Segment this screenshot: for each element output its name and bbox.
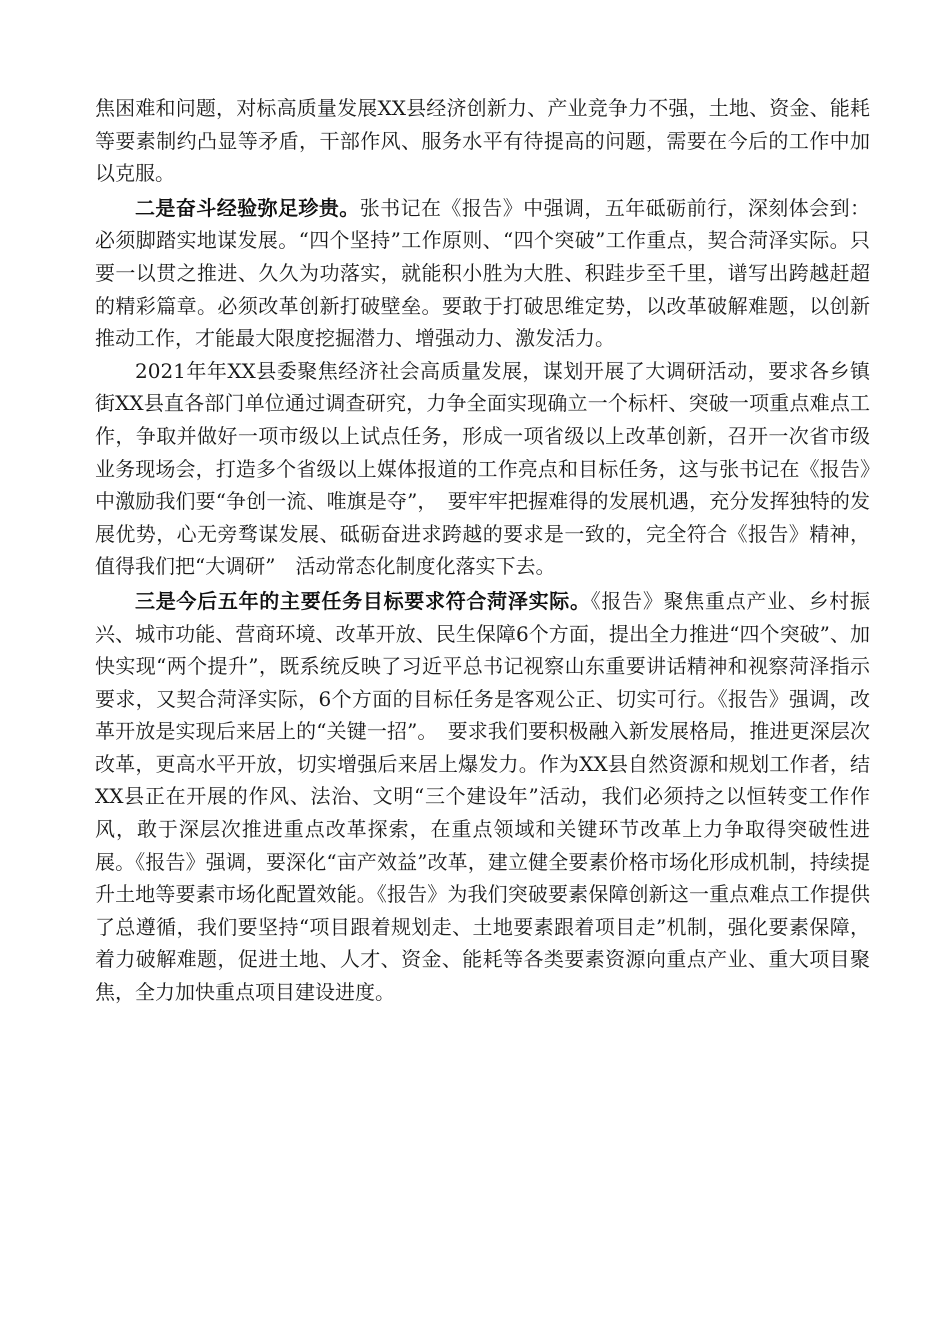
- paragraph-targets: [95, 585, 870, 1009]
- paragraph-text: 焦困难和问题，对标高质量发展XX县经济创新力、产业竞争力不强，土地、资金、能耗等要素制约凸显等矛盾，干部作风、服务水平有待提高的问题，需要在今后的工作中加以克服。: [95, 96, 870, 186]
- paragraph-text: 2021年年XX县委聚焦经济社会高质量发展，谋划开展了大调研活动，要求各乡镇街XX县直各部门单位通过调查研究，力争全面实现确立一个标杆、突破一项重点难点工作，争取并做好一项市级以上试点任务，形成一项省级以上改革创新，召开一次省市级业务现场会，打造多个省级以上媒体报道的工作亮点和目标任务，这与张书记在《报告》中激励我们要“争创一流、唯旗是夺”， 要牢牢把握难得的发展机遇，充分发挥独特的发展优势，心无旁骛谋发展、砥砺奋进求跨越的要求是一致的，完全符合《报告》精神，值得我们把“大调研” 活动常态化制度化落实下去。: [95, 358, 870, 579]
- paragraph-experience: [95, 192, 870, 355]
- paragraph-text: 张书记在《报告》中强调，五年砥砺前行，深刻体会到：必须脚踏实地谋发展。“四个坚持”工作原则、“四个突破”工作重点，契合菏泽实际。只要一以贯之推进、久久为功落实，就能积小胜为大胜、积跬步至千里，谱写出跨越赶超的精彩篇章。必须改革创新打破壁垒。要敢于打破思维定势，以改革破解难题，以创新推动工作，才能最大限度挖掘潜力、增强动力、激发活力。: [95, 195, 871, 351]
- paragraph-heading: 二是奋斗经验弥足珍贵。: [135, 195, 360, 220]
- paragraph-text: 《报告》聚焦重点产业、乡村振兴、城市功能、营商环境、改革开放、民生保障6个方面，提出全力推进“四个突破”、加快实现“两个提升”，既系统反映了习近平总书记视察山东重要讲话精神和视察菏泽指示要求，又契合菏泽实际，6个方面的目标任务是客观公正、切实可行。《报告》强调，改革开放是实现后来居上的“关键一招”。 要求我们要积极融入新发展格局，推进更深层次改革，更高水平开放，切实增强后来居上爆发力。作为XX县自然资源和规划工作者，结XX县正在开展的作风、法治、文明“三个建设年”活动，我们必须持之以恒转变工作作风，敢于深层次推进重点改革探索，在重点领域和关键环节改革上力争取得突破性进展。《报告》强调，要深化“亩产效益”改革，建立健全要素价格市场化形成机制，持续提升土地等要素市场化配置效能。《报告》为我们突破要素保障创新这一重点难点工作提供了总遵循，我们要坚持“项目跟着规划走、土地要素跟着项目走”机制，强化要素保障，着力破解难题，促进土地、人才、资金、能耗等各类要素资源向重点产业、重大项目聚焦，全力加快重点项目建设进度。: [95, 588, 871, 1005]
- paragraph-survey: [95, 355, 870, 583]
- paragraph-continuation: [95, 92, 870, 190]
- paragraph-heading: 三是今后五年的主要任务目标要求符合菏泽实际。: [135, 588, 591, 613]
- document-body: [95, 92, 870, 1009]
